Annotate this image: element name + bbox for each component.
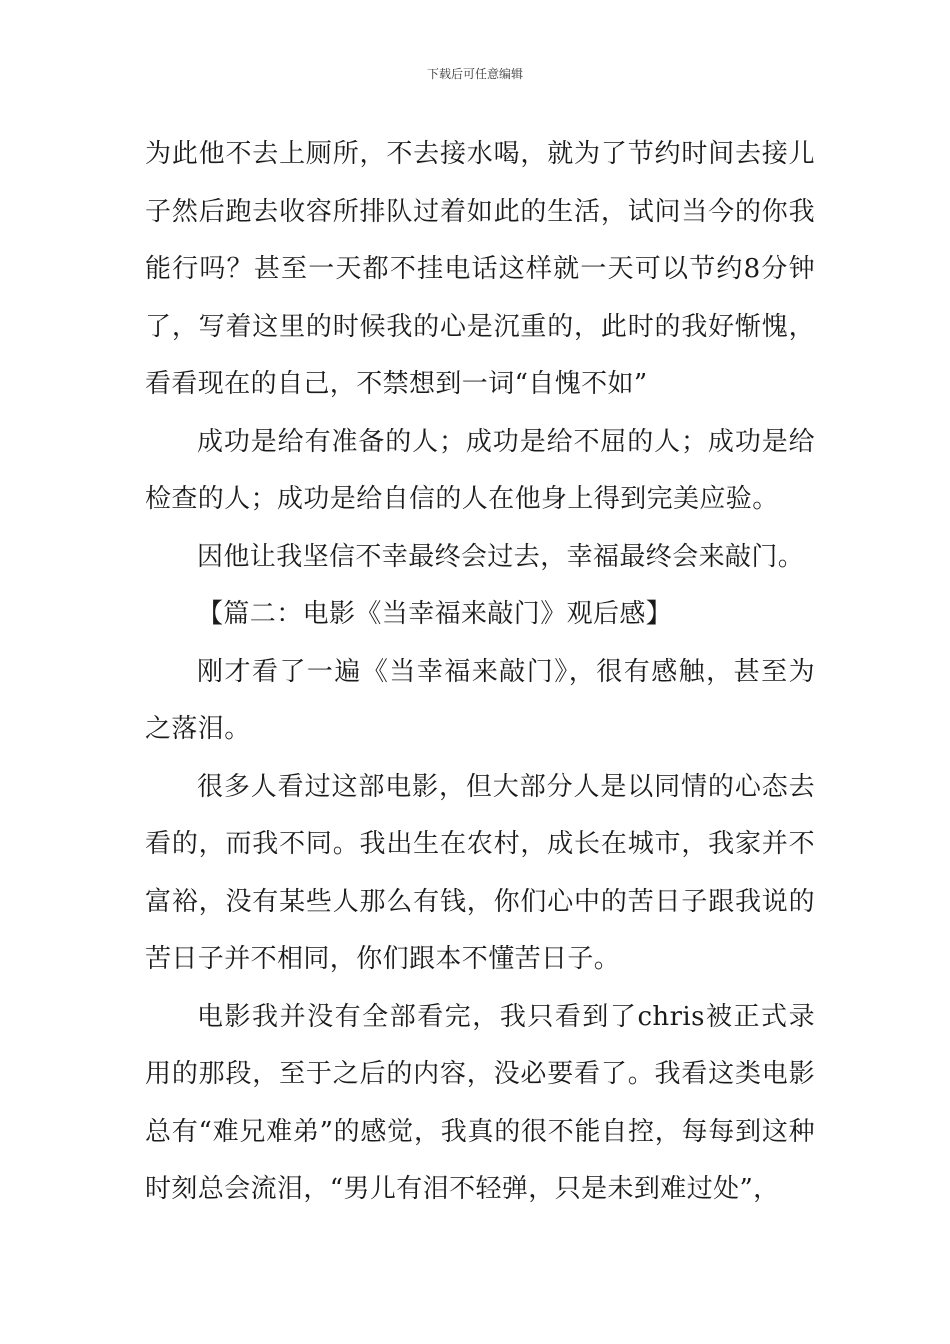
paragraph-background: 很多人看过这部电影，但大部分人是以同情的心态去看的，而我不同。我出生在农村，成长在城市，我家并不富裕，没有某些人那么有钱，你们心中的苦日子跟我说的苦日子并不相同，你们跟本不懂苦日子。 xyxy=(145,771,815,974)
paragraph-continuation: 为此他不去上厕所，不去接水喝，就为了节约时间去接儿子然后跑去收容所排队过着如此的生活，试问当今的你我能行吗？甚至一天都不挂电话这样就一天可以节约8分钟了，写着这里的时候我的心是沉重的，此时的我好惭愧，看看现在的自己，不禁想到一词“自愧不如” xyxy=(145,139,815,399)
paragraph-success: 成功是给有准备的人；成功是给不屈的人；成功是给检查的人；成功是给自信的人在他身上得到完美应验。 xyxy=(145,426,815,514)
document-body xyxy=(145,126,815,1219)
section-heading: 【篇二：电影《当幸福来敲门》观后感】 xyxy=(197,599,673,629)
page-header: 下载后可任意编辑 xyxy=(426,67,523,81)
paragraph-intro: 刚才看了一遍《当幸福来敲门》，很有感触，甚至为之落泪。 xyxy=(145,656,815,744)
paragraph-movie: 电影我并没有全部看完，我只看到了chris被正式录用的那段，至于之后的内容，没必要看了。我看这类电影总有“难兄难弟”的感觉，我真的很不能自控，每每到这种时刻总会流泪，“男儿有泪不轻弹，只是未到难过处”， xyxy=(145,1001,815,1204)
paragraph-belief: 因他让我坚信不幸最终会过去，幸福最终会来敲门。 xyxy=(197,541,805,572)
